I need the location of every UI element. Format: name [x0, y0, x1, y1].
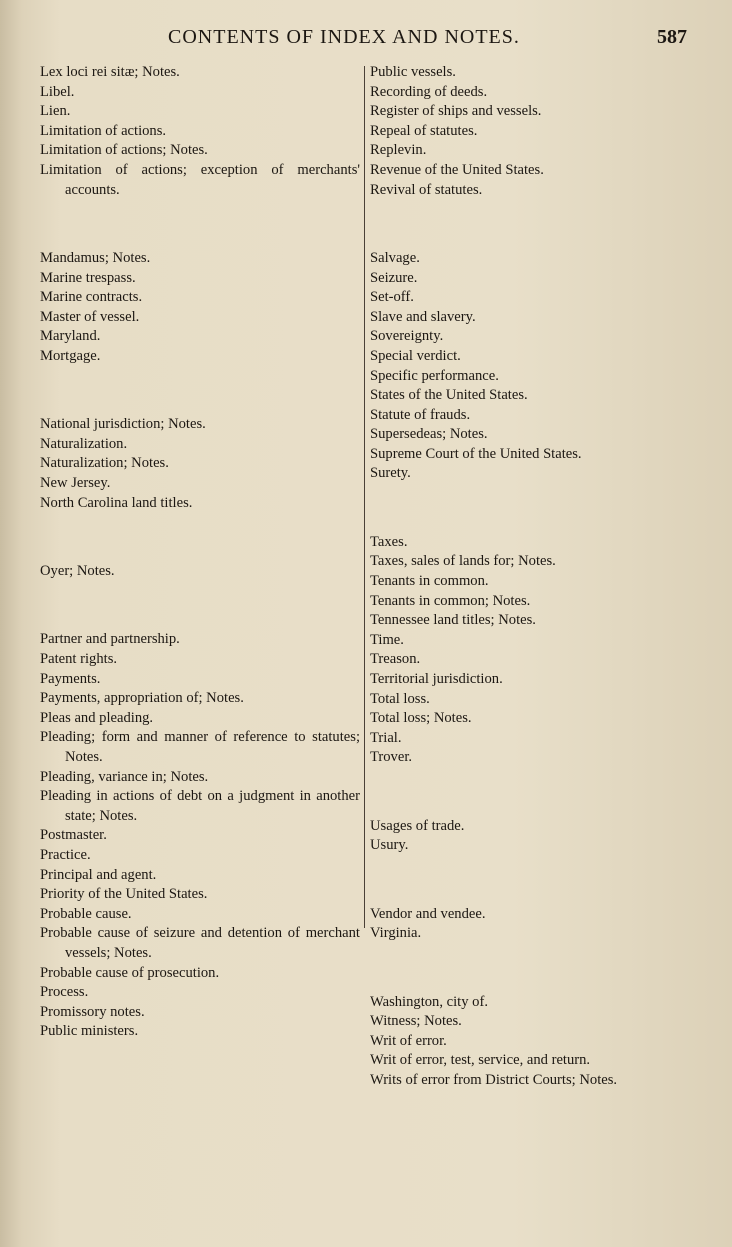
index-entry: Revival of statutes.: [370, 181, 483, 198]
page-number: 587: [657, 26, 687, 48]
index-entry: Repeal of statutes.: [370, 122, 478, 139]
index-entry: Territorial jurisdiction.: [370, 671, 503, 687]
index-entry: Usages of trade.: [370, 817, 465, 834]
index-entry: Writs of error from District Courts; Notes.: [370, 1072, 618, 1089]
page-header: [0, 26, 732, 52]
index-entry: Supreme Court of the United States.: [370, 445, 582, 462]
index-entry: Specific performance.: [370, 367, 499, 384]
running-title: CONTENTS OF INDEX AND NOTES.: [168, 26, 520, 48]
index-entry: Total loss.: [370, 690, 430, 707]
index-entry: Practice.: [40, 846, 91, 863]
column-divider: [364, 66, 365, 928]
index-entry: Trover.: [370, 749, 413, 766]
index-entry: Time.: [370, 631, 404, 648]
index-entry: Trial.: [370, 729, 402, 746]
index-entry: Principal and agent.: [40, 866, 157, 883]
index-entry: Vendor and vendee.: [370, 905, 486, 922]
section-gap: [40, 596, 360, 616]
index-entry: Recording of deeds.: [370, 83, 488, 100]
index-entry: Sovereignty.: [370, 328, 444, 345]
index-entry: Oyer; Notes.: [40, 563, 115, 580]
index-entry: Naturalization.: [40, 435, 128, 452]
section-gap: [370, 959, 670, 979]
index-entry: Marine trespass.: [40, 269, 136, 286]
index-entry: Public vessels.: [370, 64, 456, 80]
index-entry: Maryland.: [40, 328, 101, 345]
index-entry: Surety.: [370, 465, 411, 482]
index-entry: Probable cause of seizure and detention of merchant vessels; Notes.: [40, 925, 360, 961]
index-entry: New Jersey.: [40, 475, 111, 492]
index-entry: Pleading in actions of debt on a judgment in another state; Notes.: [40, 788, 360, 824]
index-entry: Process.: [40, 984, 89, 1001]
index-entry: Probable cause.: [40, 905, 132, 922]
index-entry: Public ministers.: [40, 1023, 139, 1040]
index-entry: Postmaster.: [40, 827, 107, 844]
section-gap: [40, 215, 360, 235]
index-entry: Mortgage.: [40, 347, 101, 364]
index-entry: Tenants in common.: [370, 573, 489, 590]
section-gap: [370, 215, 670, 235]
index-entry: Total loss; Notes.: [370, 710, 472, 727]
section-gap: [40, 381, 360, 401]
index-entry: Priority of the United States.: [40, 886, 208, 903]
index-entry: Lien.: [40, 103, 71, 120]
index-entry: Marine contracts.: [40, 289, 143, 306]
index-entry: Witness; Notes.: [370, 1013, 462, 1030]
index-entry: Limitation of actions; exception of merchants' accounts.: [40, 161, 360, 198]
index-entry: Master of vessel.: [40, 308, 140, 325]
index-entry: Washington, city of.: [370, 993, 488, 1010]
right-index-column: [370, 63, 670, 1091]
index-entry: Set-off.: [370, 289, 414, 306]
index-entry: Payments.: [40, 670, 101, 687]
index-entry: Virginia.: [370, 925, 422, 942]
index-entry: Statute of frauds.: [370, 406, 471, 423]
index-entry: Lex loci rei sitæ; Notes.: [40, 64, 180, 80]
section-gap: [370, 871, 670, 891]
index-entry: Mandamus; Notes.: [40, 249, 151, 266]
index-entry: States of the United States.: [370, 387, 528, 404]
index-entry: Seizure.: [370, 269, 418, 286]
index-entry: Revenue of the United States.: [370, 161, 544, 178]
index-entry: Special verdict.: [370, 347, 461, 364]
index-entry: Libel.: [40, 83, 75, 100]
index-entry: Limitation of actions; Notes.: [40, 142, 208, 159]
index-entry: Partner and partnership.: [40, 631, 180, 648]
index-entry: Pleas and pleading.: [40, 709, 154, 726]
index-entry: Probable cause of prosecution.: [40, 964, 220, 981]
index-entry: Writ of error, test, service, and return.: [370, 1052, 591, 1069]
section-gap: [370, 499, 670, 519]
index-entry: National jurisdiction; Notes.: [40, 416, 206, 433]
index-entry: Supersedeas; Notes.: [370, 426, 488, 443]
index-entry: Slave and slavery.: [370, 308, 476, 325]
index-entry: Taxes, sales of lands for; Notes.: [370, 553, 556, 570]
index-entry: Taxes.: [370, 533, 408, 550]
index-entry: North Carolina land titles.: [40, 494, 193, 511]
index-entry: Patent rights.: [40, 651, 118, 667]
index-entry: Tennessee land titles; Notes.: [370, 612, 536, 629]
index-entry: Naturalization; Notes.: [40, 455, 169, 472]
index-entry: Salvage.: [370, 249, 420, 266]
index-entry: Treason.: [370, 651, 421, 668]
section-gap: [40, 528, 360, 548]
left-index-column: [40, 63, 360, 1042]
index-entry: Promissory notes.: [40, 1003, 145, 1020]
index-entry: Register of ships and vessels.: [370, 103, 542, 120]
index-entry: Pleading, variance in; Notes.: [40, 768, 209, 785]
index-entry: Tenants in common; Notes.: [370, 592, 531, 609]
index-entry: Writ of error.: [370, 1032, 447, 1049]
index-entry: Replevin.: [370, 142, 427, 159]
index-entry: Usury.: [370, 837, 409, 854]
index-entry: Limitation of actions.: [40, 122, 167, 139]
index-entry: Payments, appropriation of; Notes.: [40, 690, 244, 707]
section-gap: [370, 783, 670, 803]
index-entry: Pleading; form and manner of reference to statutes; Notes.: [40, 729, 360, 765]
